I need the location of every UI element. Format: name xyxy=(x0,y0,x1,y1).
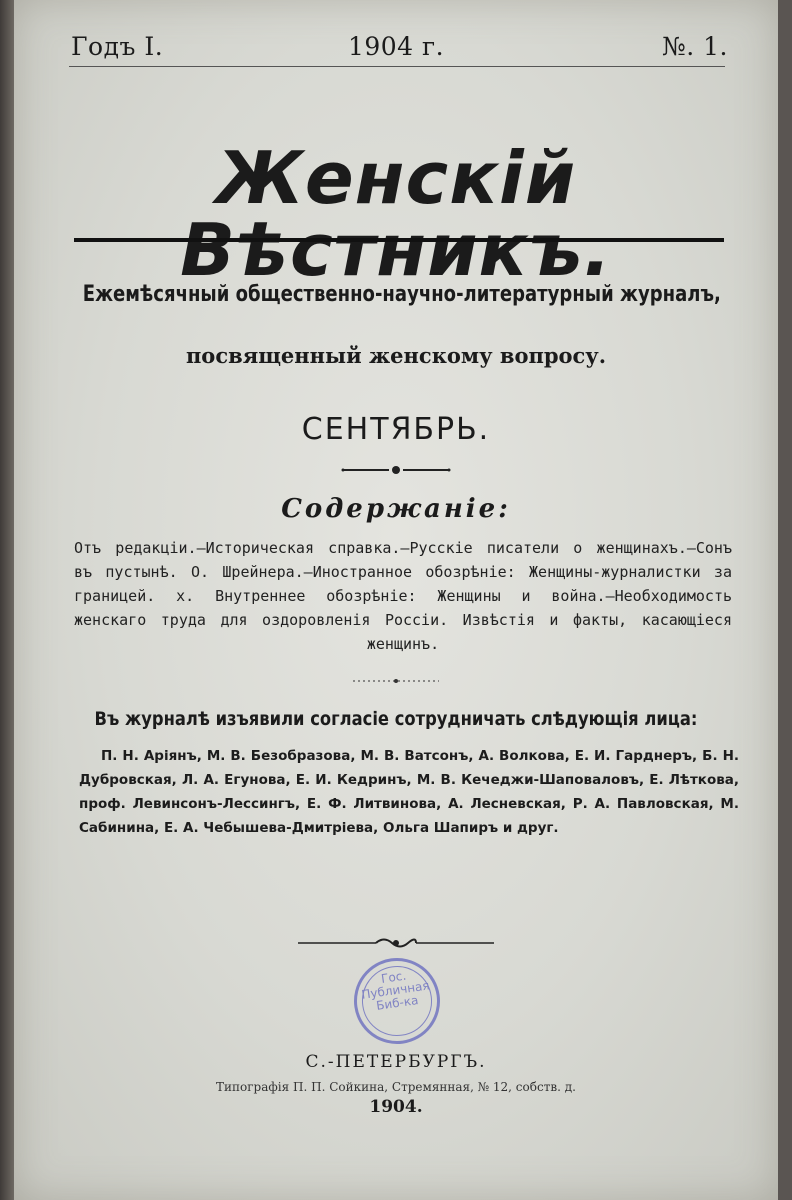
header-rule xyxy=(69,66,725,67)
ornament-flourish-icon xyxy=(14,935,778,955)
collaborators-list: П. Н. Аріянъ, М. В. Безобразова, М. В. Ватсонъ, А. Волкова, Е. И. Гарднеръ, Б. Н. Дубровская, Л. А. Егунова, Е. И. Кедринъ, М. В. Кечеджи-Шаповаловъ, Е. Лѣткова, проф. Левинсонъ-Лессингъ, Е. Ф. Литвинова, А. Лесневская, Р. А. Павловская, М. Сабинина, Е. А. Чебышева-Дмитріева, Ольга Шапиръ и друг. xyxy=(79,748,739,836)
contents-list: Отъ редакціи.—Историческая справка.—Русскіе писатели о женщинахъ.—Сонъ въ пустынѣ. О. Шрейнера.—Иностранное обозрѣніе: Женщины-журналистки за границей. х. Внутреннее обозрѣніе: Женщины и война.—Необходимость женскаго труда для оздоровленія Россіи. Извѣстія и факты, касающіеся женщинъ. xyxy=(74,539,732,653)
title-page xyxy=(14,0,778,1200)
contents-heading: Содержаніе: xyxy=(281,494,511,524)
library-stamp: Гос. Публичная Биб-ка xyxy=(348,952,445,1049)
collaborators-heading: Въ журналѣ изъявили согласіе сотрудничать слѣдующія лица: xyxy=(94,708,698,730)
volume-label: Годъ I. xyxy=(71,32,164,61)
issue-number: №. 1. xyxy=(662,32,728,61)
issue-month: СЕНТЯБРЬ. xyxy=(301,412,491,447)
imprint-printer: Типографія П. П. Сойкина, Стремянная, № 12, собств. д. xyxy=(216,1080,576,1094)
subtitle-line-2: посвященный женскому вопросу. xyxy=(185,343,607,368)
subtitle-line-1: Ежемѣсячный общественно-научно-литературный журналъ, xyxy=(82,282,721,307)
issue-year: 1904 г. xyxy=(347,32,445,61)
imprint-city: С.-ПЕТЕРБУРГЪ. xyxy=(305,1052,487,1072)
dotted-divider-icon xyxy=(14,670,778,689)
title-underline xyxy=(74,238,724,242)
imprint-year: 1904. xyxy=(369,1097,423,1117)
journal-title: Женскій Вѣстникъ. xyxy=(180,136,612,292)
book-spine xyxy=(0,0,14,1200)
ornament-divider-icon xyxy=(14,462,778,481)
